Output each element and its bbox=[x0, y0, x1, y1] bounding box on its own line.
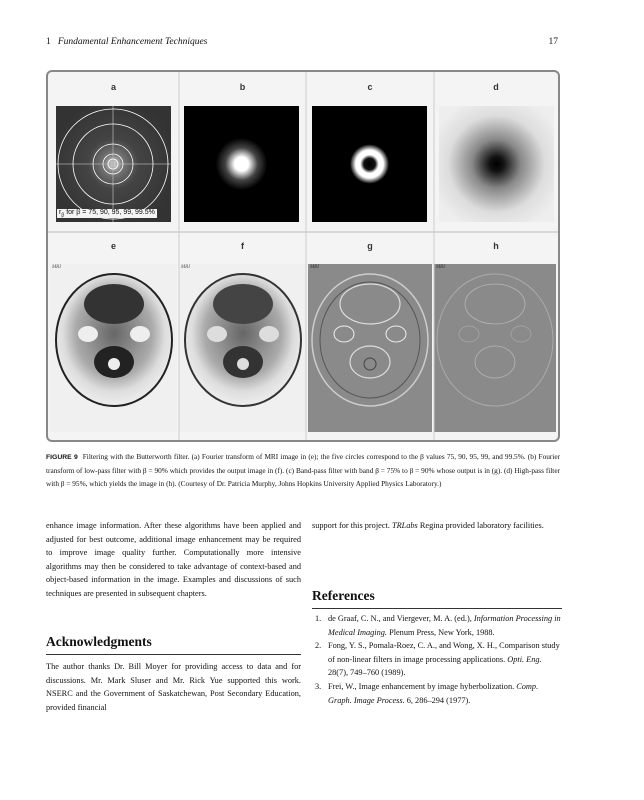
panel-label-h: h bbox=[493, 241, 499, 251]
panel-label-a: a bbox=[110, 82, 116, 92]
panel-label-g: g bbox=[367, 241, 373, 251]
reference-item bbox=[312, 639, 562, 680]
chapter-number: 1 bbox=[46, 37, 51, 47]
running-header bbox=[46, 37, 558, 47]
image-tag-f: MRI bbox=[181, 265, 190, 270]
right-para-pre: support for this project. bbox=[312, 521, 392, 530]
reference-number: 1. bbox=[315, 614, 322, 623]
references-list bbox=[312, 612, 562, 707]
reference-authors: Fong, Y. S., Pomala-Roez, C. A., and Wong, X. H., Comparison study of non-linear filters in image processing applications. bbox=[328, 641, 560, 664]
caption-label: FIGURE 9 bbox=[46, 454, 78, 461]
panel-label-d: d bbox=[493, 82, 499, 92]
page-number: 17 bbox=[548, 37, 558, 47]
figure-svg bbox=[48, 72, 558, 440]
figure-9 bbox=[46, 70, 560, 442]
reference-title: Opti. Eng. bbox=[507, 654, 542, 664]
right-paragraph bbox=[312, 519, 562, 533]
panel-label-c: c bbox=[367, 82, 373, 92]
panel-label-b: b bbox=[239, 82, 246, 92]
reference-authors: Frei, W., Image enhancement by image hyberbolization. bbox=[328, 681, 517, 691]
reference-item bbox=[312, 612, 562, 639]
panel-b bbox=[184, 106, 299, 222]
acknowledgments-text: The author thanks Dr. Bill Moyer for providing access to data and for discussions. Mr. Mark Sluser and Mr. Rick Yue supported this work. NSERC and the Government of Saskatchewan, Post Secondary Education, provided financial bbox=[46, 662, 301, 712]
caption-text: Filtering with the Butterworth filter. (a) Fourier transform of MRI image in (e); the five circles correspond to the β values 75, 90, 95, 99, and 99.5%. (b) Fourier transform of low-pass filter with β = 90% which provides the output image in (f). (c) Band-pass filter with band β = 75% to β = 90% whose output is in (g). (d) High-pass filter with β = 95%, which yields the image in (h). (Courtesy of Dr. Patricia Murphy, Johns Hopkins University Applied Physics Laboratory.) bbox=[46, 452, 560, 488]
panel-d bbox=[439, 106, 554, 222]
references-title: References bbox=[312, 588, 375, 603]
acknowledgments-heading bbox=[46, 634, 301, 655]
reference-number: 2. bbox=[315, 641, 322, 651]
reference-number: 3. bbox=[315, 681, 322, 691]
panel-e bbox=[50, 264, 177, 432]
panel-g bbox=[308, 264, 432, 432]
figure-caption bbox=[46, 450, 560, 490]
reference-title: Comp. Graph. Image Process. bbox=[328, 681, 539, 705]
panel-c bbox=[312, 106, 427, 222]
panel-f bbox=[179, 264, 306, 432]
image-tag-g: MRI bbox=[310, 265, 319, 270]
panel-h bbox=[434, 264, 556, 432]
left-paragraph: enhance image information. After these algorithms have been applied and adjusted for best outcome, additional image enhancement may be required to improve image quality further. Computationally more intensive algorithms may then be considered to take advantage of context-based and object-based information in the image. Examples and discussions of such techniques are presented in subsequent chapters. bbox=[46, 521, 301, 598]
image-tag-e: MRI bbox=[52, 265, 61, 270]
panel-label-e: e bbox=[110, 241, 116, 251]
beta-values: for β = 75, 90, 95, 99, 99.5% bbox=[66, 209, 155, 216]
references-heading bbox=[312, 588, 562, 609]
panel-a bbox=[56, 106, 171, 222]
right-para-post: Regina provided laboratory facilities. bbox=[417, 521, 544, 530]
reference-pub: 28(7), 749–760 (1989). bbox=[328, 668, 406, 678]
reference-pub: Plenum Press, New York, 1988. bbox=[387, 627, 495, 637]
image-tag-h: MRI bbox=[436, 265, 445, 270]
chapter-title: Fundamental Enhancement Techniques bbox=[57, 37, 208, 47]
beta-annotation bbox=[57, 209, 157, 218]
reference-authors: de Graaf, C. N., and Viergever, M. A. (ed.), bbox=[328, 614, 474, 623]
beta-sub: β bbox=[61, 212, 65, 219]
beta-r: r bbox=[59, 209, 62, 216]
right-para-em: TRLabs bbox=[391, 521, 418, 530]
acknowledgments-title: Acknowledgments bbox=[46, 634, 152, 649]
reference-item bbox=[312, 680, 562, 707]
reference-title: Information Processing in Medical Imaging. bbox=[328, 614, 561, 637]
reference-pub: 6, 286–294 (1977). bbox=[404, 695, 471, 705]
panel-label-f: f bbox=[241, 241, 244, 251]
